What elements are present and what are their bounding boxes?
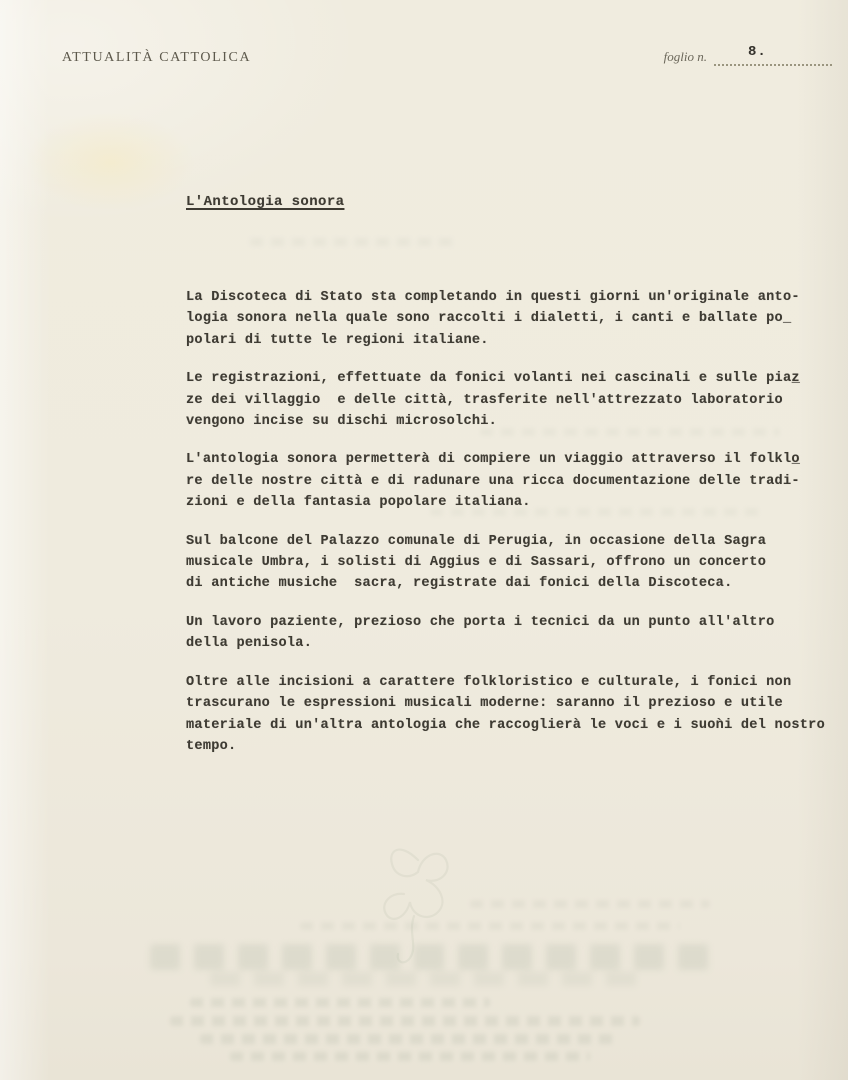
paragraph	[186, 672, 834, 758]
text-line: di antiche musiche sacra, registrate dai fonici della Discoteca.	[186, 576, 733, 592]
paragraph	[186, 368, 834, 432]
bleed-through-line	[200, 1034, 620, 1044]
text-line: Le registrazioni, effettuate da fonici volanti nei cascinali e sulle piaz̲	[186, 371, 800, 387]
sheet-number-label: foglio n.	[663, 49, 707, 64]
text-line: ze dei villaggio e delle città, trasferite nell'attrezzato laboratorio	[186, 392, 783, 408]
bleed-through-logo-band	[210, 972, 650, 986]
typewritten-content	[186, 194, 834, 774]
bleed-through-line	[470, 900, 710, 908]
document-title: L'Antologia sonora	[186, 194, 345, 210]
paragraph	[186, 612, 834, 655]
text-line: materiale di un'altra antologia che raccoglierà le voci e i suoǹi del nostro	[186, 717, 825, 733]
bleed-through-line	[170, 1016, 640, 1026]
text-line: tempo.	[186, 738, 237, 754]
text-line: polari di tutte le regioni italiane.	[186, 332, 489, 348]
sheet-number-dotted-line	[714, 44, 832, 66]
bleed-through-line	[230, 1052, 590, 1061]
text-line: re delle nostre città e di radunare una ricca documentazione delle tradi-	[186, 473, 800, 489]
text-line: della penisola.	[186, 636, 313, 652]
bleed-through-logo-band	[150, 944, 710, 970]
text-line: trascurano le espressioni musicali moderne: saranno il prezioso e utile	[186, 696, 783, 712]
paragraph	[186, 531, 834, 595]
text-line: La Discoteca di Stato sta completando in questi giorni un'originale anto-	[186, 290, 800, 305]
letterhead-brand: ATTUALITÀ CATTOLICA	[62, 50, 252, 65]
paragraph	[186, 449, 834, 513]
bleed-through-line	[300, 922, 680, 930]
text-line: Oltre alle incisioni a carattere folkloristico e culturale, i fonici non	[186, 674, 792, 690]
watermark-clover-doodle	[348, 812, 488, 972]
text-line: vengono incise su dischi microsolchi.	[186, 414, 498, 430]
bleed-through-line	[190, 998, 490, 1007]
sheet-number-field	[663, 44, 832, 66]
text-line: musicale Umbra, i solisti di Aggius e di Sassari, offrono un concerto	[186, 555, 767, 571]
text-line: Un lavoro paziente, prezioso che porta i tecnici da un punto all'altro	[186, 614, 775, 630]
text-line: L'antologia sonora permetterà di compiere un viaggio attraverso il folklo̲	[186, 452, 800, 468]
sheet-number-value: 8.	[748, 44, 767, 60]
text-line: zioni e della fantasia popolare italiana.	[186, 495, 531, 511]
text-line: Sul balcone del Palazzo comunale di Perugia, in occasione della Sagra	[186, 533, 767, 549]
text-line: logia sonora nella quale sono raccolti i dialetti, i canti e ballate po_	[186, 311, 792, 327]
paragraph	[186, 287, 834, 351]
